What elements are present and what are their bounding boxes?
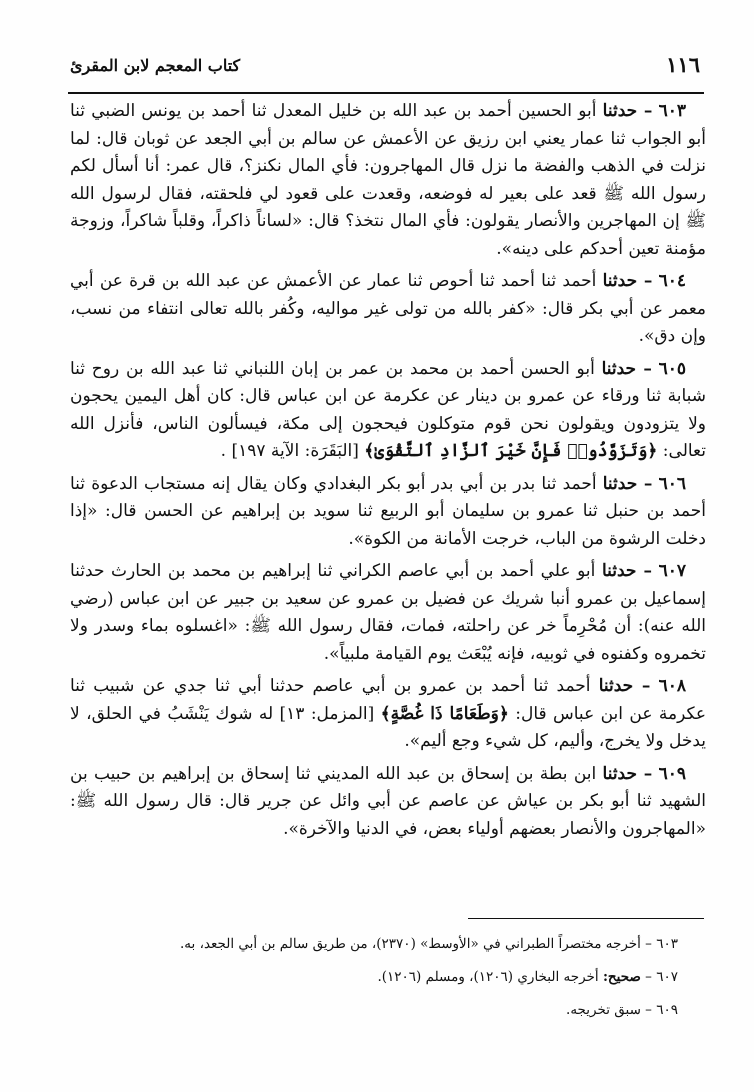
entry-number: ٦٠٧ (658, 561, 687, 581)
entry-text: أبو الحسن أحمد بن محمد بن عمر بن إبان اللنباني ثنا عبد الله بن روح ثنا شبابة ثنا ورقاء عن عمرو بن دينار عن عكرمة عن ابن عباس قال: كان أهل اليمين يحجون ولا يتزودون ويقولون نحن قوم متوكلون فيحجون إلى مكة، فيسألون الناس، فأنزل الله تعالى: (70, 358, 706, 461)
hadith-entry: ٦٠٥ – حدثنا أبو الحسن أحمد بن محمد بن عمر بن إبان اللنباني ثنا عبد الله بن روح ثنا شبابة ثنا ورقاء عن عمرو بن دينار عن عكرمة عن ابن عباس قال: كان أهل اليمين يحجون ولا يتزودون ويقولون نحن قوم متوكلون فيحجون إلى مكة، فيسألون الناس، فأنزل الله تعالى: ﴿وَتَزَوَّدُوا۟ فَإِنَّ خَيْرَ ٱلزَّادِ ٱلتَّقْوَىٰ﴾ [البَقَرَة: الآية ١٩٧] . (70, 358, 706, 461)
entry-lead: حدثنا (602, 763, 637, 784)
entry-lead: حدثنا (598, 676, 634, 696)
footnote-number: ٦٠٣ (656, 936, 678, 952)
entry-number: ٦٠٥ (658, 358, 686, 379)
quran-quote: ﴿وَطَعَامًا ذَا غُصَّةٍ﴾ (380, 703, 509, 724)
entry-lead: حدثنا (601, 358, 637, 379)
entry-number: ٦٠٩ (658, 763, 687, 784)
header-divider (68, 92, 704, 94)
footnote-text: سبق تخريجه. (566, 1002, 641, 1018)
quran-quote: ﴿وَتَزَوَّدُوا۟ فَإِنَّ خَيْرَ ٱلزَّادِ ٱلتَّقْوَىٰ﴾ (364, 441, 658, 461)
entry-lead: حدثنا (602, 101, 638, 121)
entry-number: ٦٠٣ (658, 101, 687, 121)
hadith-entry: ٦٠٦ – حدثنا أحمد ثنا بدر بن أبي بدر أبو بكر البغدادي وكان يقال إنه مستجاب الدعوة ثنا أحمد بن حنبل ثنا عمرو بن سليمان أبو الربيع ثنا سويد بن إبراهيم عن الحسن قال: «إذا دخلت الرشوة من الباب، خرجت الأمانة من الكوة». (70, 473, 706, 549)
page-header (70, 50, 700, 90)
footnote-text: أخرجه البخاري (١٢٠٦)، ومسلم (١٢٠٦). (377, 969, 599, 985)
quran-reference: [البَقَرَة: الآية ١٩٧] . (220, 441, 359, 461)
footnote-number: ٦٠٩ (656, 1002, 678, 1018)
footnote-divider (468, 918, 704, 919)
entry-text: ابن بطة بن إسحاق بن عبد الله المديني ثنا إسحاق بن إبراهيم بن حبيب بن الشهيد ثنا أبو بكر بن عياش عن عاصم عن أبي وائل عن جرير قال: قال رسول الله ﷺ: «المهاجرون والأنصار بعضهم أولياء بعض، في الدنيا والآخرة». (70, 763, 706, 839)
footnote-keyword: صحيح: (602, 969, 641, 985)
entry-lead: حدثنا (602, 271, 638, 291)
entry-lead: حدثنا (602, 473, 638, 494)
entry-number: ٦٠٦ (658, 473, 686, 494)
entry-text: أبو الحسين أحمد بن عبد الله بن خليل المعدل ثنا أحمد بن يونس الضبي ثنا أبو الجواب ثنا عمار يعني ابن رزيق عن الأعمش عن سالم بن أبي الجعد عن ثوبان قال: لما نزلت في الذهب والفضة ما نزل قال المهاجرون: فأي المال نكنز؟، قال عمر: أنا أسأل لكم رسول الله ﷺ قعد على بعير له فوضعه، وقعدت على قعود لي فلحقته، فقال لرسول الله ﷺ إن المهاجرين والأنصار يقولون: فأي المال نتخذ؟ قال: «لساناً ذاكراً، وقلباً شاكراً، وزوجة مؤمنة تعين أحدكم على دينه». (70, 101, 706, 259)
book-title: كتاب المعجم لابن المقرئ (70, 56, 241, 75)
page-number: ١١٦ (666, 52, 700, 77)
hadith-entry: ٦٠٧ – حدثنا أبو علي أحمد بن أبي عاصم الكراني ثنا إبراهيم بن محمد بن الحارث حدثنا إسماعيل بن عمرو أنبا شريك عن فضيل بن عمرو عن سعيد بن جبير عن ابن عباس (رضي الله عنه): أن مُحْرِماً خر عن راحلته، فمات، فقال رسول الله ﷺ: «اغسلوه بماء وسدر ولا تخمروه وكفنوه في ثوبيه، فإنه يُبْعَث يوم القيامة ملبياً». (70, 561, 706, 664)
entry-text: أحمد ثنا أحمد بن عمرو بن أبي عاصم حدثنا أبي ثنا جدي عن شبيب ثنا عكرمة عن ابن عباس قال: (70, 676, 706, 724)
entry-text: أحمد ثنا أحمد ثنا أحوص ثنا عمار عن الأعمش عن عبد الله بن قرة عن أبي معمر عن أبي بكر قال: «كفر بالله من تولى غير مواليه، وكُفر بالله تعالى انتفاء من نسب، وإن دق». (70, 271, 706, 346)
footnote-text: أخرجه مختصراً الطبراني في «الأوسط» (٢٣٧٠)، من طريق سالم بن أبي الجعد، به. (180, 936, 641, 952)
hadith-entry: ٦٠٤ – حدثنا أحمد ثنا أحمد ثنا أحوص ثنا عمار عن الأعمش عن عبد الله بن قرة عن أبي معمر عن أبي بكر قال: «كفر بالله من تولى غير مواليه، وكُفر بالله تعالى انتفاء من نسب، وإن دق». (70, 271, 706, 346)
entry-text: أبو علي أحمد بن أبي عاصم الكراني ثنا إبراهيم بن محمد بن الحارث حدثنا إسماعيل بن عمرو أنبا شريك عن فضيل بن عمرو عن سعيد بن جبير عن ابن عباس (رضي الله عنه): أن مُحْرِماً خر عن راحلته، فمات، فقال رسول الله ﷺ: «اغسلوه بماء وسدر ولا تخمروه وكفنوه في ثوبيه، فإنه يُبْعَث يوم القيامة ملبياً». (70, 561, 706, 664)
footnotes (70, 928, 690, 1027)
hadith-entry: ٦٠٣ – حدثنا أبو الحسين أحمد بن عبد الله بن خليل المعدل ثنا أحمد بن يونس الضبي ثنا أبو الجواب ثنا عمار يعني ابن رزيق عن الأعمش عن سالم بن أبي الجعد عن ثوبان قال: لما نزلت في الذهب والفضة ما نزل قال المهاجرون: فأي المال نكنز؟، قال عمر: أنا أسأل لكم رسول الله ﷺ قعد على بعير له فوضعه، وقعدت على قعود لي فلحقته، فقال لرسول الله ﷺ إن المهاجرين والأنصار يقولون: فأي المال نتخذ؟ قال: «لساناً ذاكراً، وقلباً شاكراً، وزوجة مؤمنة تعين أحدكم على دينه». (70, 101, 706, 259)
hadith-entry: ٦٠٩ – حدثنا ابن بطة بن إسحاق بن عبد الله المديني ثنا إسحاق بن إبراهيم بن حبيب بن الشهيد ثنا أبو بكر بن عياش عن عاصم عن أبي وائل عن جرير قال: قال رسول الله ﷺ: «المهاجرون والأنصار بعضهم أولياء بعض، في الدنيا والآخرة». (70, 763, 706, 839)
entry-lead: حدثنا (601, 561, 637, 581)
quran-reference: [المزمل: ١٣] له شوك يَنْشَبُ في الحلق، لا يدخل ولا يخرج، وأليم، كل شيء وجع أليم». (70, 703, 706, 751)
entry-text: أحمد ثنا بدر بن أبي بدر أبو بكر البغدادي وكان يقال إنه مستجاب الدعوة ثنا أحمد بن حنبل ثنا عمرو بن سليمان أبو الربيع ثنا سويد بن إبراهيم عن الحسن قال: «إذا دخلت الرشوة من الباب، خرجت الأمانة من الكوة». (70, 473, 706, 549)
hadith-entry: ٦٠٨ – حدثنا أحمد ثنا أحمد بن عمرو بن أبي عاصم حدثنا أبي ثنا جدي عن شبيب ثنا عكرمة عن ابن عباس قال: ﴿وَطَعَامًا ذَا غُصَّةٍ﴾ [المزمل: ١٣] له شوك يَنْشَبُ في الحلق، لا يدخل ولا يخرج، وأليم، كل شيء وجع أليم». (70, 676, 706, 751)
footnote: ٦٠٧ – صحيح: أخرجه البخاري (١٢٠٦)، ومسلم (١٢٠٦). (377, 969, 678, 985)
footnote: ٦٠٣ – أخرجه مختصراً الطبراني في «الأوسط» (٢٣٧٠)، من طريق سالم بن أبي الجعد، به. (180, 936, 678, 952)
footnote-number: ٦٠٧ (656, 969, 678, 985)
page-body (70, 98, 706, 848)
footnote: ٦٠٩ – سبق تخريجه. (566, 1002, 678, 1018)
entry-number: ٦٠٨ (658, 676, 687, 696)
entry-number: ٦٠٤ (658, 271, 686, 291)
